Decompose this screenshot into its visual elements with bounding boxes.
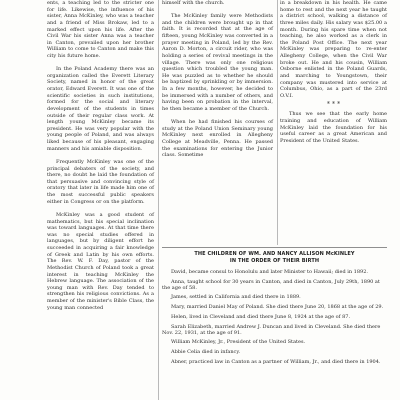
paragraph: When he had finished his courses of study at the Poland Union Seminary young McKinley next enrolled in Allegheny College at Meadville, Penna. He passed the examinations for entering the Junior class. Sometime <box>162 119 273 159</box>
section-rule <box>162 247 387 248</box>
paragraph: McKinley was a good student of mathematics, but his special inclination was toward languages. At that time there was no special studies offered in languages, but by diligent effort he succeeded in acquiring a fair knowledge of Greek and Latin by his own efforts. The Rev. W. F. Day, pastor of the Methodist Church of Poland took a great interest in teaching McKinley the Hebrew language. The association of the young man with Rev. Day tended to strengthen his religious convictions. As a member of the minister's Bible Class, the young man connected <box>47 211 154 311</box>
paragraph: ents, a teaching led to the stricter one for life. Likewise, the influence of his sister, Anna McKinley, who was a teacher and a friend of Miss Brokaw, led to a marked effect upon his life. After the Civil War his sister Anna was a teacher in Canton, prevailed upon her brother William to come to Canton and make this city his future home. <box>47 0 154 59</box>
column-divider <box>158 0 159 400</box>
children-heading <box>162 251 387 265</box>
heading-line: THE CHILDREN OF WM. AND NANCY ALLISON McKINLEY <box>194 251 355 257</box>
closing-paragraph: Thus we see that the early home training and education of William McKinley laid the foundation for his useful career as a great American and President of the United States. <box>280 111 387 144</box>
list-item: David, became consul to Honolulu and later Minister to Hawaii; died in 1892. <box>171 269 368 275</box>
children-list <box>162 269 387 368</box>
column-divider <box>277 0 278 245</box>
right-text-column <box>280 0 387 145</box>
paragraph: Frequently McKinley was one of the principal debaters of the society, and there, no doubt he laid the foundation of that persuasive and convincing style of oratory that later in life made him one of the most successful public speakers either in Congress or on the platform. <box>47 158 154 205</box>
heading-line: IN THE ORDER OF THEIR BIRTH <box>229 258 320 264</box>
paragraph: The McKinley family were Methodists and the children were brought up in that faith. It is recorded that at the age of fifteen, young McKinley was converted in a prayer meeting in Poland, led by the Rev. Aaron D. Morton, a circuit rider, who was holding a series of revival meetings in the village. There was only one religious question which troubled the young man. He was puzzled as to whether he should be baptized by sprinkling or by immersion. In a few months, however, he decided to be immersed with a number of others, and having been on probation in the interval, he then became a member of the Church. <box>162 13 273 112</box>
middle-text-column <box>162 0 273 159</box>
left-text-column <box>47 0 154 311</box>
list-item: Sarah Elizabeth, married Andrew J. Duncan and lived in Cleveland. She died there Nov. 22, 1931, at the age of 91. <box>162 323 381 336</box>
list-item: Abbie Celia died in infancy. <box>171 349 241 355</box>
list-item: James, settled in California and died there in 1889. <box>171 294 301 301</box>
list-item: Mary, married Daniel May of Poland. She died there June 20, 1868 at the age of 29. <box>171 304 384 311</box>
paragraph: In the Poland Academy there was an organization called the Everett Literary Society, named in honor of the great orator, Edward Everett. It was one of the scientific societies in such institutions, formed for the social and literary development of the students in times outside of their regular class work. At length young McKinley became its president. He was very popular with the young people of Poland, and was always liked because of his pleasant, engaging manners and his amiable disposition. <box>47 66 154 152</box>
list-item: Abner, practiced law in Canton as a partner of William, Jr., and died there in 1904. <box>171 358 381 365</box>
list-item: Helen, lived in Cleveland and died there June 8, 1924 at the age of 87. <box>171 313 351 320</box>
list-item: William McKinley, Jr., President of the United States. <box>171 339 306 346</box>
section-separator: * * * <box>326 101 341 109</box>
paragraph: himself with the church. <box>162 0 225 6</box>
paragraph: in a breakdown in his health. He came home to rest and the next year he taught a district school, walking a distance of three miles daily. His salary was $25.00 a month. During his spare time when not teaching, he also worked as a clerk in the Poland Post Office. The next year McKinley was preparing to re-enter Allegheny College, when the Civil War broke out. He and his cousin, William Osborne enlisted in the Poland Guards, and marching to Youngstown, their company was mustered into service at Columbus, Ohio, as a part of the 23rd O.V.I. <box>280 0 387 99</box>
children-section <box>162 247 387 400</box>
list-item: Anna, taught school for 30 years in Canton, and died in Canton, July 29th, 1890 at the age of 58. <box>162 278 380 291</box>
